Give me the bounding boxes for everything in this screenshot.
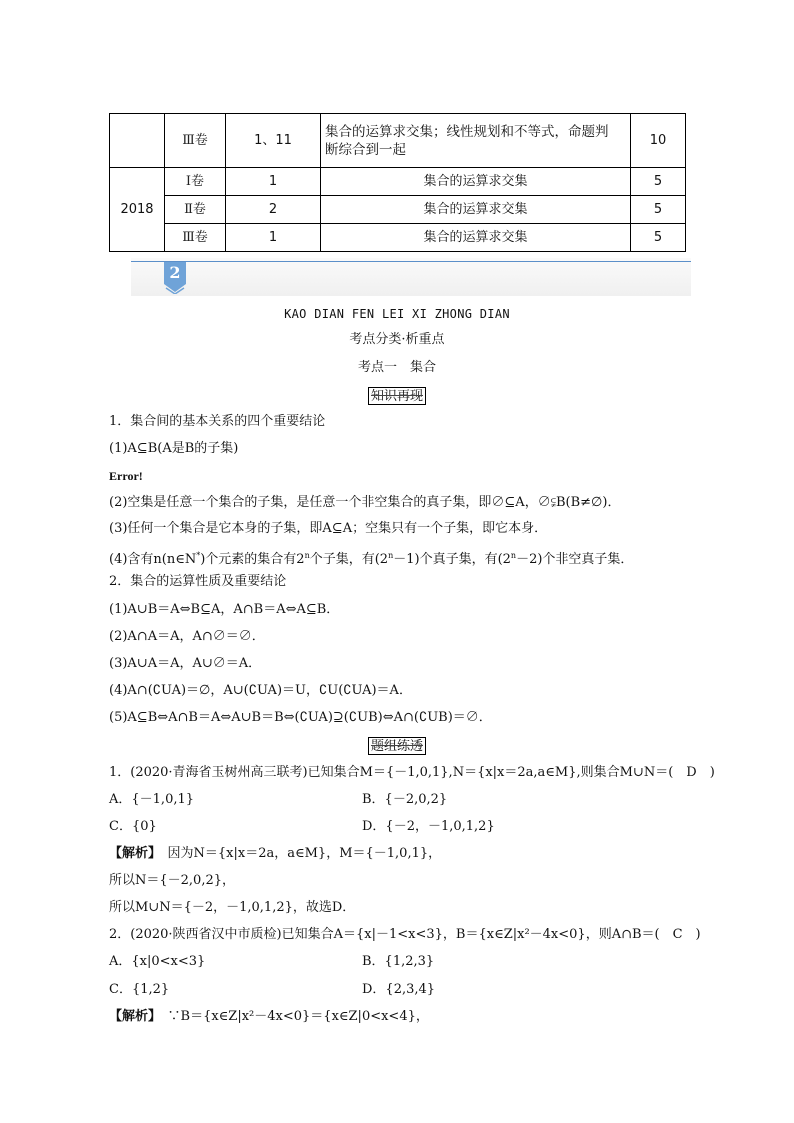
property-line: (3)A∪A＝A，A∪∅＝A． bbox=[109, 656, 262, 671]
knowledge-line: (2)空集是任意一个集合的子集，是任意一个非空集合的真子集，即∅⊆A，∅⫋B(B≠∅)． bbox=[109, 495, 621, 510]
question-2-solution bbox=[109, 1008, 429, 1026]
practice-box-label: 题组练透 bbox=[368, 737, 426, 755]
topic-cell: 集合的运算求交集 bbox=[321, 168, 631, 196]
knowledge-heading bbox=[0, 387, 794, 406]
error-text: Error! bbox=[109, 469, 143, 483]
table-row bbox=[110, 168, 686, 196]
question-1-option-d: D．{－2，－1,0,1,2} bbox=[362, 819, 495, 834]
banner-rule bbox=[131, 261, 691, 262]
solution-line: 所以M∪N＝{－2，－1,0,1,2}，故选D． bbox=[109, 900, 356, 915]
questions-cell: 2 bbox=[226, 196, 321, 224]
topic-line: 断综合到一起 bbox=[325, 141, 406, 158]
solution-tag: 【解析】 bbox=[109, 846, 155, 861]
section-title: 考点分类·析重点 bbox=[349, 332, 445, 347]
topic-cell bbox=[321, 114, 631, 168]
knowledge-line bbox=[109, 547, 633, 569]
section-badge bbox=[164, 262, 186, 294]
year-cell bbox=[110, 114, 165, 168]
volume-cell: Ⅲ卷 bbox=[165, 114, 226, 168]
badge-number: 2 bbox=[169, 263, 181, 282]
question-2-option-d: D．{2,3,4} bbox=[362, 982, 436, 997]
section-pinyin: KAO DIAN FEN LEI XI ZHONG DIAN bbox=[284, 307, 510, 321]
solution-text: 因为N＝{x|x＝2a，a∈M}，M＝{－1,0,1}， bbox=[167, 846, 442, 861]
property-line: (1)A∪B＝A⇔B⊆A，A∩B＝A⇔A⊆B． bbox=[109, 602, 340, 617]
questions-cell: 1 bbox=[226, 224, 321, 252]
table-row bbox=[110, 114, 686, 168]
solution-tag: 【解析】 bbox=[109, 1009, 155, 1024]
table-row bbox=[110, 224, 686, 252]
question-1-option-a: A．{－1,0,1} bbox=[109, 792, 195, 807]
score-cell: 5 bbox=[631, 224, 686, 252]
superscript: n bbox=[388, 551, 394, 560]
score-cell: 5 bbox=[631, 196, 686, 224]
knowledge-text: 个子集，有(2 bbox=[309, 552, 389, 567]
question-1-stem: 1．(2020·青海省玉树州高三联考)已知集合M＝{－1,0,1},N＝{x|x＝2a,a∈M},则集合M∪N＝( D ) bbox=[109, 765, 715, 780]
knowledge-text: －2)个非空真子集． bbox=[516, 552, 634, 567]
question-2-option-b: B．{1,2,3} bbox=[362, 954, 435, 969]
question-2-option-c: C．{1,2} bbox=[109, 982, 170, 997]
knowledge-text: (2)空集是任意一个集合的子集，是任意一个非空集合的真子集，即∅⊆A，∅ bbox=[109, 495, 551, 510]
question-1-option-b: B．{－2,0,2} bbox=[362, 792, 448, 807]
year-cell: 2018 bbox=[110, 168, 165, 252]
knowledge-text: )个元素的集合有2 bbox=[200, 552, 305, 567]
property-line: (5)A⊆B⇔A∩B＝A⇔A∪B＝B⇔(∁UA)⊇(∁UB)⇔A∩(∁UB)＝∅． bbox=[109, 710, 492, 725]
knowledge-text: (4)含有n(n∈N bbox=[109, 552, 197, 567]
knowledge-heading-2: 2．集合的运算性质及重要结论 bbox=[109, 574, 287, 589]
knowledge-heading-1: 1．集合间的基本关系的四个重要结论 bbox=[109, 414, 326, 429]
score-cell: 5 bbox=[631, 168, 686, 196]
knowledge-line: (3)任何一个集合是它本身的子集，即A⊆A；空集只有一个子集，即它本身． bbox=[109, 521, 548, 536]
knowledge-line: (1)A⊆B(A是B的子集) bbox=[109, 441, 239, 456]
volume-cell: Ⅱ卷 bbox=[165, 196, 226, 224]
superscript: * bbox=[196, 551, 201, 560]
section-subtitle: 考点一 集合 bbox=[357, 360, 436, 375]
question-1-option-c: C．{0} bbox=[109, 819, 157, 834]
knowledge-box-label: 知识再现 bbox=[368, 387, 426, 405]
section-banner bbox=[131, 258, 691, 296]
topic-cell: 集合的运算求交集 bbox=[321, 224, 631, 252]
topic-line: 集合的运算求交集；线性规划和不等式，命题判 bbox=[325, 123, 609, 140]
questions-cell: 1 bbox=[226, 168, 321, 196]
exam-table bbox=[109, 113, 686, 252]
question-2-stem: 2．(2020·陕西省汉中市质检)已知集合A＝{x|－1<x<3}，B＝{x∈Z|x²－4x<0}，则A∩B＝( C ) bbox=[109, 927, 701, 942]
topic-cell: 集合的运算求交集 bbox=[321, 196, 631, 224]
question-2-option-a: A．{x|0<x<3} bbox=[109, 954, 206, 969]
solution-text: ∵B＝{x∈Z|x²－4x<0}＝{x∈Z|0<x<4}， bbox=[167, 1009, 429, 1024]
question-1-solution bbox=[109, 845, 441, 863]
property-line: (4)A∩(∁UA)＝∅，A∪(∁UA)＝U，∁U(∁UA)＝A． bbox=[109, 683, 412, 698]
practice-heading bbox=[0, 737, 794, 756]
knowledge-text: B(B≠∅)． bbox=[555, 495, 621, 510]
volume-cell: Ⅲ卷 bbox=[165, 224, 226, 252]
knowledge-text: －1)个真子集，有(2 bbox=[393, 552, 511, 567]
superscript: n bbox=[510, 551, 517, 560]
solution-line: 所以N＝{－2,0,2}， bbox=[109, 873, 235, 888]
property-line: (2)A∩A＝A，A∩∅＝∅． bbox=[109, 629, 265, 644]
score-cell: 10 bbox=[631, 114, 686, 168]
table-row bbox=[110, 196, 686, 224]
volume-cell: Ⅰ卷 bbox=[165, 168, 226, 196]
superscript: n bbox=[304, 551, 310, 560]
questions-cell: 1、11 bbox=[226, 114, 321, 168]
